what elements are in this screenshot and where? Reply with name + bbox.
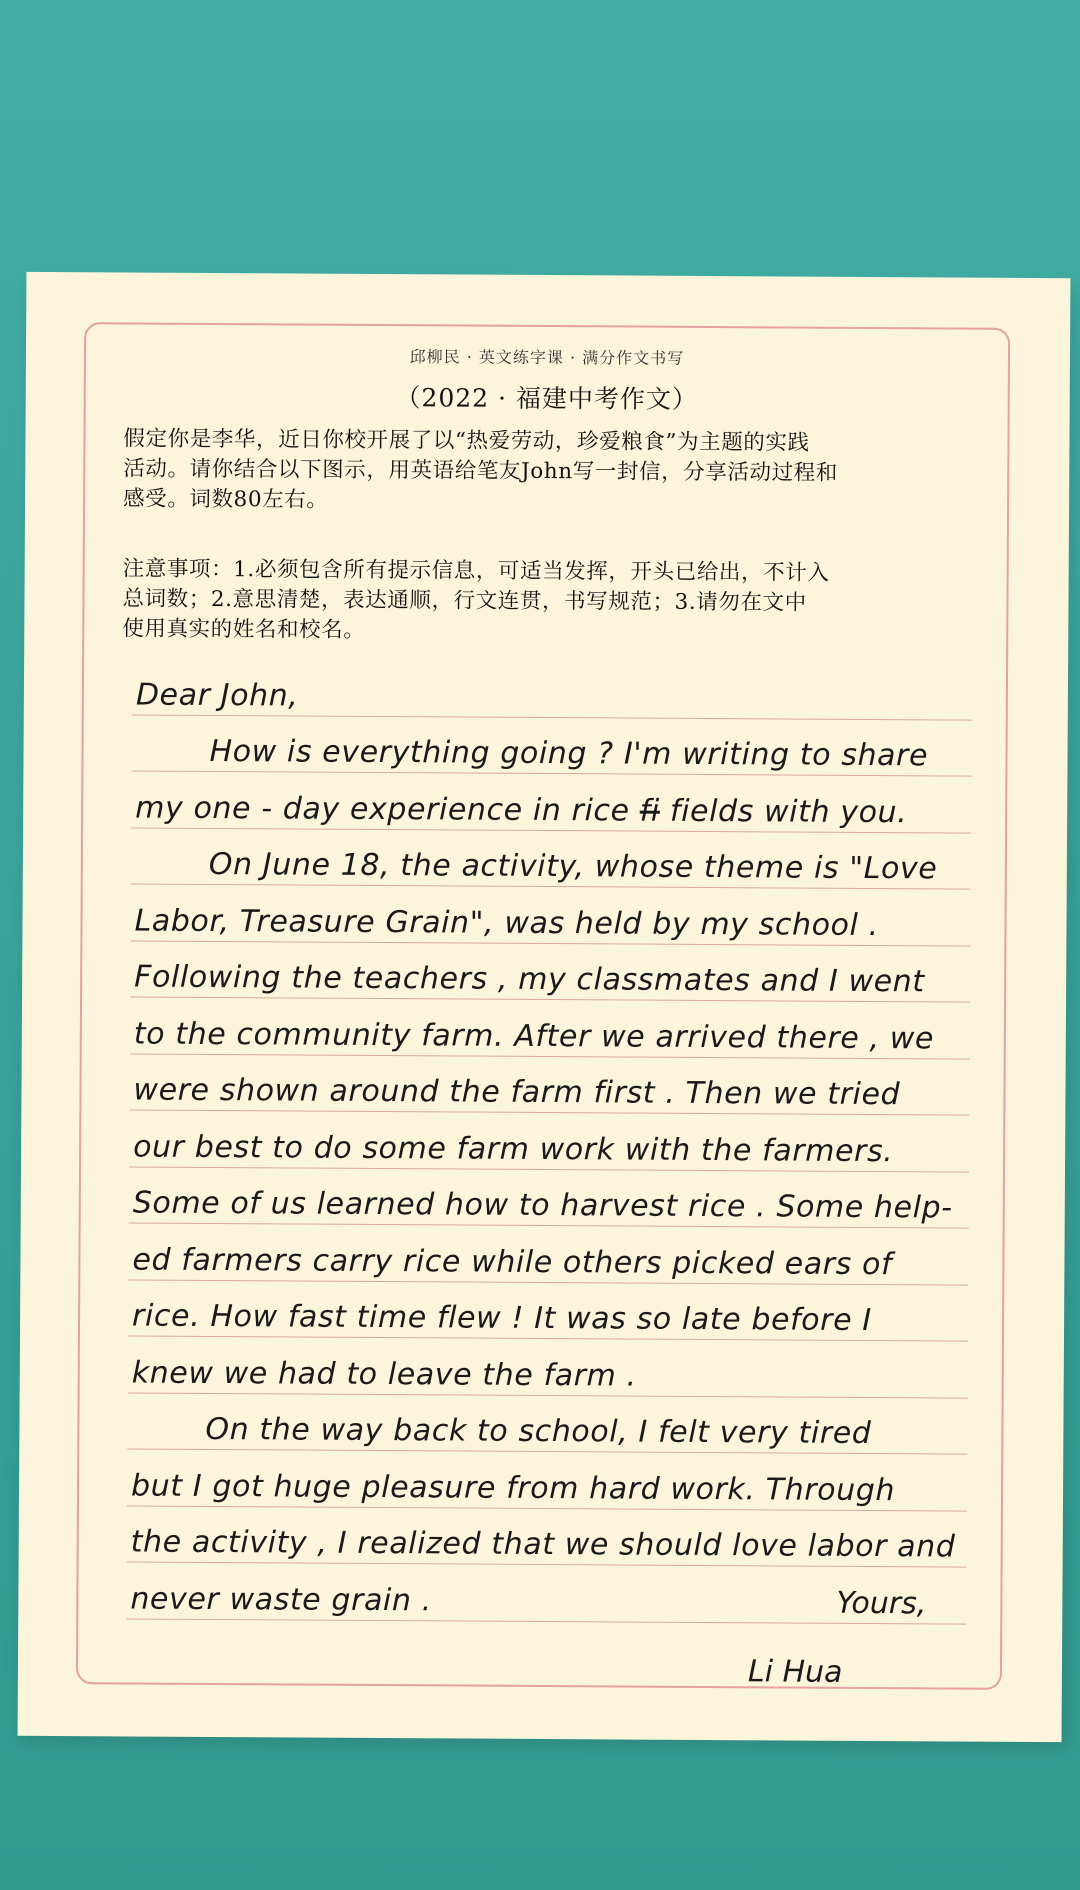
writing-line	[131, 715, 971, 777]
writing-line	[132, 658, 972, 720]
letter-line: On June 18, the activity, whose theme is "Love	[208, 846, 938, 887]
prompt-text	[123, 424, 984, 519]
writing-line	[130, 941, 970, 1003]
series-header: 邱柳民 · 英文练字课 · 满分作文书写	[409, 347, 685, 368]
writing-line	[131, 771, 971, 833]
writing-line	[129, 1167, 969, 1229]
letter-closing: Yours,	[836, 1585, 927, 1621]
writing-line	[126, 1562, 966, 1624]
letter-line: On the way back to school, I felt very tired	[205, 1411, 872, 1452]
letter-line	[135, 790, 907, 830]
notes-line: 使用真实的姓名和校名。	[122, 616, 366, 643]
prompt-line: 感受。词数80左右。	[123, 486, 329, 513]
letter-line: never waste grain .	[130, 1580, 432, 1618]
letter-line: our best to do some farm work with the farmers.	[133, 1128, 894, 1169]
writing-line	[128, 1336, 968, 1398]
crossed-out-word: fi	[639, 793, 660, 829]
writing-line	[127, 1449, 967, 1511]
letter-line-end: fields with you.	[659, 793, 908, 830]
notes-line: 总词数；2.意思清楚，表达通顺，行文连贯，书写规范；3.请勿在文中	[122, 586, 807, 616]
letter-line-start: my one - day experience in rice	[135, 789, 630, 829]
letter-line: knew we had to leave the farm .	[131, 1354, 637, 1394]
letter-line: ed farmers carry rice while others picked ears of	[132, 1241, 893, 1282]
writing-line	[131, 828, 971, 890]
writing-line	[129, 1054, 969, 1116]
prompt-line: 活动。请你结合以下图示，用英语给笔友John写一封信，分享活动过程和	[123, 456, 839, 486]
writing-line	[130, 884, 970, 946]
writing-line	[128, 1223, 968, 1285]
letter-line: but I got huge pleasure from hard work. Through	[130, 1467, 896, 1508]
writing-line	[129, 1110, 969, 1172]
letter-line: the activity , I realized that we should love labor and	[130, 1524, 956, 1565]
handwritten-letter	[126, 658, 972, 1624]
writing-line	[128, 1280, 968, 1342]
letter-line: How is everything going ? I'm writing to share	[209, 733, 929, 774]
prompt-line: 假定你是李华，近日你校开展了以“热爱劳动，珍爱粮食”为主题的实践	[123, 426, 810, 456]
letter-signature: Li Hua	[747, 1654, 843, 1690]
writing-line	[127, 1506, 967, 1568]
prompt-title: （2022 · 福建中考作文）	[395, 383, 699, 414]
writing-line	[130, 997, 970, 1059]
letter-line: Labor, Treasure Grain", was held by my school .	[134, 902, 879, 943]
letter-greeting: Dear John,	[135, 677, 299, 713]
letter-line: were shown around the farm first . Then we tried	[133, 1072, 901, 1113]
letter-line: Following the teachers , my classmates and I went	[134, 959, 925, 1000]
page-frame	[76, 322, 1010, 1690]
notes-line: 注意事项：1.必须包含所有提示信息，可适当发挥，开头已给出，不计入	[122, 556, 830, 586]
notes-text	[122, 554, 983, 649]
letter-line: to the community farm. After we arrived there , we	[133, 1015, 935, 1056]
essay-paper	[18, 272, 1071, 1742]
letter-line: rice. How fast time flew ! It was so late before I	[131, 1298, 872, 1339]
letter-line: Some of us learned how to harvest rice . Some help-	[132, 1185, 953, 1226]
writing-line	[127, 1393, 967, 1455]
